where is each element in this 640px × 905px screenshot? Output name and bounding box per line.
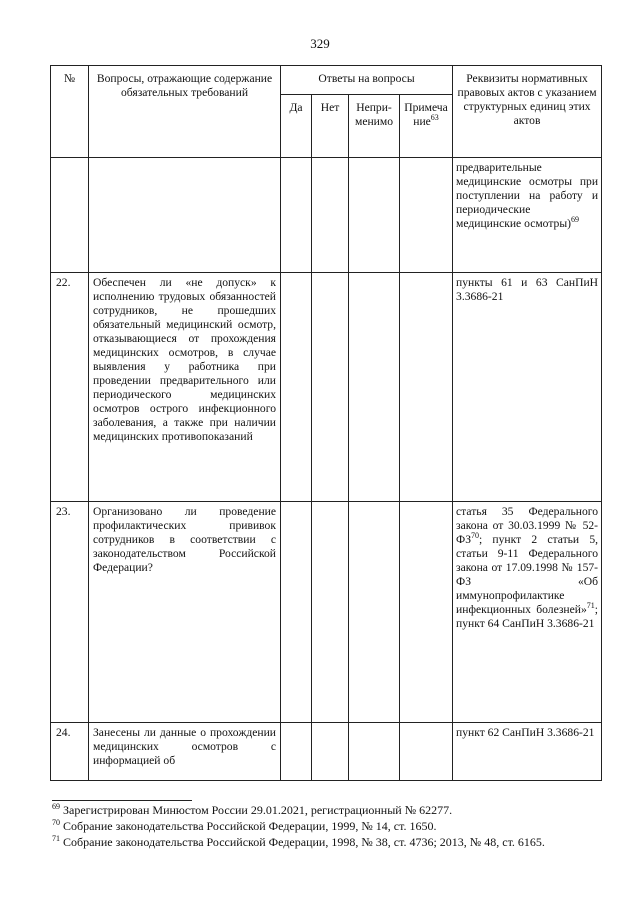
answer-no-cell [312,273,349,502]
answer-yes-cell [281,158,312,273]
header-yes: Да [281,95,312,158]
answer-note-cell [400,158,453,273]
table-row [51,723,602,781]
header-row [51,66,602,95]
answer-na-cell [349,158,400,273]
answer-yes-cell [281,273,312,502]
answer-note-cell [400,273,453,502]
row-requisites: пункты 61 и 63 СанПиН 3.3686-21 [453,273,602,502]
footnote-text: Собрание законодательства Российской Федерации, 1999, № 14, ст. 1650. [60,819,437,833]
requisites-sup-71: 71 [586,601,595,611]
requisites-part-2: ; пункт 2 статьи 5, статьи 9-11 Федерального закона от 17.09.1998 № 157-ФЗ «Об иммунопрофилактике инфекционных болезней» [456,533,599,616]
footnote-69 [52,802,612,818]
answer-note-cell [400,723,453,781]
page-number: 329 [310,36,330,51]
header-num: № [51,66,89,158]
header-no: Нет [312,95,349,158]
footnote-divider [52,800,192,801]
row-num [51,158,89,273]
row-question: Обеспечен ли «не допуск» к исполнению трудовых обязанностей сотрудников, не прошедших обязательный медицинский осмотр, отказывающиеся от прохождения медицинских осмотров, в случае выявления у работника при проведении предварительного или периодического медицинских осмотров острого инфекционного заболевания, а также при наличии медицинских противопоказаний [89,273,281,502]
row-num: 24. [51,723,89,781]
answer-na-cell [349,273,400,502]
table-row [51,502,602,723]
requirements-table [50,65,602,781]
answer-yes-cell [281,723,312,781]
footnotes [52,800,612,850]
requisites-sup-70: 70 [471,531,479,541]
requisites-sup: 69 [570,215,579,225]
row-num: 23. [51,502,89,723]
row-requisites [453,502,602,723]
header-note [400,95,453,158]
requisites-text: предварительные медицинские осмотры при поступлении на работу и периодические медицинские осмотры) [456,161,599,230]
footnote-text: Зарегистрирован Минюстом России 29.01.2021, регистрационный № 62277. [60,803,453,817]
footnote-mark: 70 [52,818,60,827]
table-row [51,158,602,273]
footnote-70 [52,818,612,834]
answer-na-cell [349,723,400,781]
answer-no-cell [312,723,349,781]
row-requisites [453,158,602,273]
header-not-applicable: Непри-менимо [349,95,400,158]
requisites-part-3: ; пункт 64 СанПиН 3.3686-21 [456,603,599,630]
footnote-text: Собрание законодательства Российской Федерации, 1998, № 38, ст. 4736; 2013, № 48, ст. 6165. [60,835,545,849]
requisites-part-1: статья 35 Федерального закона от 30.03.1999 № 52-ФЗ [456,505,599,546]
footnote-mark: 71 [52,834,60,843]
row-question: Организовано ли проведение профилактических прививок сотрудников в соответствии с законодательством Российской Федерации? [89,502,281,723]
header-note-text: Примеча ние [404,101,448,128]
footnote-mark: 69 [52,802,60,811]
answer-na-cell [349,502,400,723]
answer-no-cell [312,502,349,723]
row-num: 22. [51,273,89,502]
row-question: Занесены ли данные о прохождении медицинских осмотров с информацией об [89,723,281,781]
answer-note-cell [400,502,453,723]
header-question: Вопросы, отражающие содержание обязательных требований [89,66,281,158]
row-question [89,158,281,273]
header-note-sup: 63 [430,113,439,123]
row-requisites: пункт 62 СанПиН 3.3686-21 [453,723,602,781]
footnote-71 [52,834,612,850]
answer-yes-cell [281,502,312,723]
header-answers: Ответы на вопросы [281,66,453,95]
header-requisites: Реквизиты нормативных правовых актов с указанием структурных единиц этих актов [453,66,602,158]
table-row [51,273,602,502]
answer-no-cell [312,158,349,273]
